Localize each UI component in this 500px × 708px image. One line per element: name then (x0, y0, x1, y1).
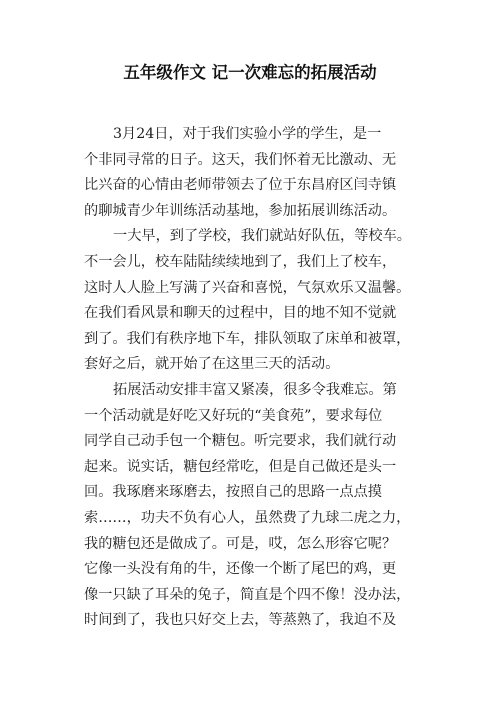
text-line: 不一会儿，校车陆陆续续地到了，我们上了校车， (84, 253, 397, 270)
text-line: 套好之后，就开始了在这里三天的活动。 (84, 356, 340, 373)
text-line: 索……，功夫不负有心人，虽然费了九球二虎之力， (84, 509, 411, 526)
text-line: 一个活动就是好吃又好玩的“美食苑”，要求每位 (84, 407, 383, 424)
text-line: 我的糖包还是做成了。可是，哎，怎么形容它呢？ (84, 535, 397, 552)
text-line: 的聊城青少年训练活动基地，参加拓展训练活动。 (84, 202, 397, 219)
text-line: 回。我琢磨来琢磨去，按照自己的思路一点点摸 (84, 484, 382, 501)
text-line: 比兴奋的心情由老师带领去了位于东昌府区闫寺镇 (84, 177, 397, 194)
text-line: 到了。我们有秩序地下车，排队领取了床单和被罩， (84, 330, 411, 347)
text-line: 同学自己动手包一个糖包。听完要求，我们就行动 (84, 433, 397, 450)
text-line: 时间到了，我也只好交上去，等蒸熟了，我迫不及 (84, 612, 397, 629)
text-line: 一大早，到了学校，我们就站好队伍，等校车。 (113, 228, 411, 245)
text-line: 个非同寻常的日子。这天，我们怀着无比激动、无 (84, 151, 397, 168)
text-line: 起来。说实话，糖包经常吃，但是自己做还是头一 (84, 458, 397, 475)
text-line: 这时人人脸上写满了兴奋和喜悦，气氛欢乐又温馨。 (84, 279, 411, 296)
text-line: 它像一头没有角的牛，还像一个断了尾巴的鸡，更 (84, 561, 397, 578)
text-line: 在我们看风景和聊天的过程中，目的地不知不觉就 (84, 305, 397, 322)
text-line: 3月24日，对于我们实验小学的学生，是一 (113, 126, 382, 142)
text-line: 拓展活动安排丰富又紧凑，很多令我难忘。第 (113, 381, 397, 398)
document-title: 五年级作文 记一次难忘的拓展活动 (123, 63, 377, 82)
text-line: 像一只缺了耳朵的兔子，简直是个四不像！没办法， (84, 586, 411, 603)
document-body (84, 122, 444, 634)
